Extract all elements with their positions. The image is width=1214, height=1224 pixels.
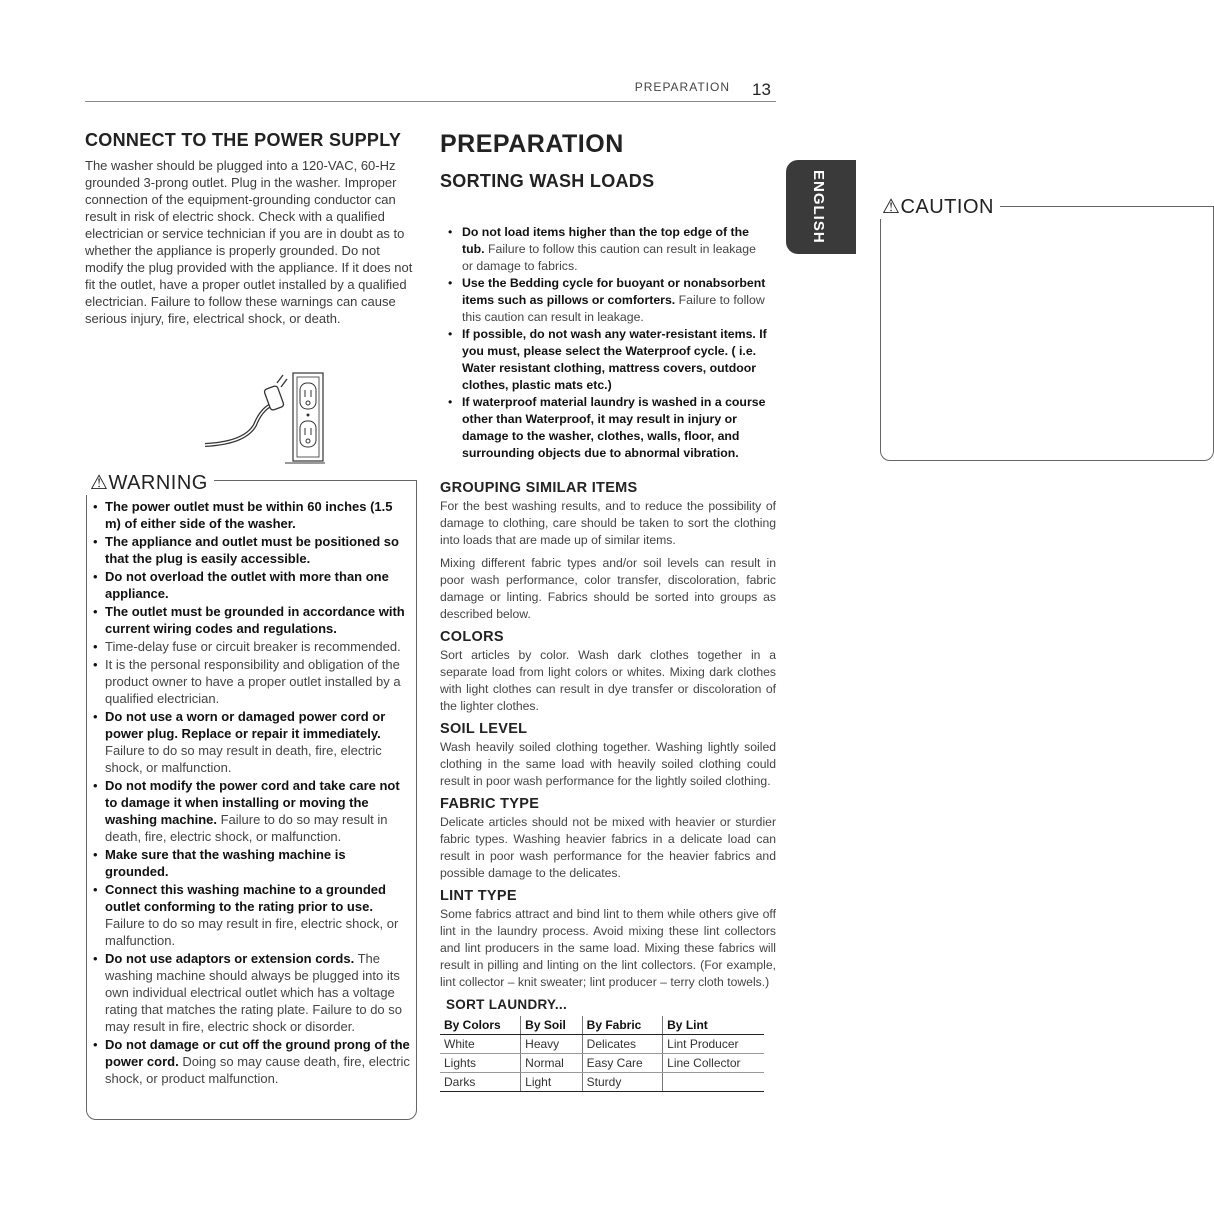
table-cell <box>663 1073 764 1092</box>
table-cell: Darks <box>440 1073 521 1092</box>
warning-item-text: It is the personal responsibility and obligation of the product owner to have a proper outlet installed by a qualified electrician. <box>105 657 401 706</box>
warning-item <box>93 638 411 655</box>
page-header-section: PREPARATION <box>634 80 730 94</box>
sorting-loads-title: SORTING WASH LOADS <box>440 171 655 191</box>
warning-item-bold: Make sure that the washing machine is grounded. <box>105 847 346 879</box>
colors-body: Sort articles by color. Wash dark clothes together in a separate load from light colors or whites. Mixing dark clothes with light clothes can result in dye transfer or discoloration of the lighter clothes. <box>440 648 776 713</box>
caution-item <box>448 275 768 326</box>
outlet-plug-illustration <box>185 365 325 465</box>
warning-item <box>93 777 411 845</box>
caution-item <box>448 394 768 462</box>
caution-item-bold: If possible, do not wash any water-resistant items. If you must, please select the Waterproof cycle. ( i.e. Water resistant clothing, mattress covers, outdoor clothes, plastic mats etc.) <box>462 327 767 392</box>
caution-box <box>880 206 1214 461</box>
sort-table-header: By Lint <box>663 1016 764 1035</box>
lint-title: LINT TYPE <box>440 888 517 904</box>
warning-item <box>93 533 411 567</box>
sorting-details <box>440 476 776 1092</box>
page-number: 13 <box>752 80 771 99</box>
caution-item-bold: If waterproof material laundry is washed in a course other than Waterproof, it may result in injury or damage to the washer, clothes, walls, floor, and surrounding objects due to abnormal vibration. <box>462 395 766 460</box>
soil-title: SOIL LEVEL <box>440 721 528 737</box>
caution-icon: ⚠ <box>882 196 901 218</box>
table-cell: Light <box>521 1073 582 1092</box>
warning-item-text: Failure to do so may result in death, fire, electric shock, or malfunction. <box>105 743 382 775</box>
sort-table-header: By Colors <box>440 1016 521 1035</box>
caution-item-bold: Do not load items higher than the top edge of the tub. <box>462 225 749 256</box>
warning-item-bold: The power outlet must be within 60 inches (1.5 m) of either side of the washer. <box>105 499 393 531</box>
language-tab-label: ENGLISH <box>810 170 827 244</box>
soil-body: Wash heavily soiled clothing together. Washing lightly soiled clothing in the same load with heavily soiled clothing could result in poor wash performance for the lightly soiled clothing. <box>440 740 776 788</box>
power-supply-title: CONNECT TO THE POWER SUPPLY <box>85 130 402 150</box>
table-row <box>440 1054 764 1073</box>
sort-table-title: SORT LAUNDRY... <box>446 997 568 1012</box>
table-cell: White <box>440 1035 521 1054</box>
caution-item <box>448 224 768 275</box>
caution-item-text: Failure to follow this caution can result in leakage. <box>462 293 765 324</box>
warning-item <box>93 708 411 776</box>
warning-item <box>93 656 411 707</box>
warning-item-bold: Do not modify the power cord and take care not to damage it when installing or moving the washing machine. <box>105 778 400 827</box>
colors-title: COLORS <box>440 629 504 645</box>
warning-item-text: Doing so may cause death, fire, electric shock, or product malfunction. <box>105 1054 410 1086</box>
warning-item-bold: Connect this washing machine to a grounded outlet conforming to the rating prior to use. <box>105 882 386 914</box>
warning-item <box>93 603 411 637</box>
caution-list <box>448 224 768 462</box>
sort-table-header-row <box>440 1016 764 1035</box>
grouping-p2: Mixing different fabric types and/or soil levels can result in poor wash performance, color transfer, discoloration, fabric damage or linting. Fabrics should be sorted into groups as described below. <box>440 556 776 621</box>
table-cell: Heavy <box>521 1035 582 1054</box>
warning-item-bold: Do not use a worn or damaged power cord or power plug. Replace or repair it immediately. <box>105 709 386 741</box>
warning-item-bold: Do not damage or cut off the ground prong of the power cord. <box>105 1037 410 1069</box>
warning-item-text: Time-delay fuse or circuit breaker is recommended. <box>105 639 401 654</box>
table-cell: Sturdy <box>582 1073 662 1092</box>
warning-item-text: Failure to do so may result in death, fire, electric shock, or malfunction. <box>105 812 388 844</box>
warning-item-text: The washing machine should always be plugged into its own individual electrical outlet which has a voltage rating that matches the rating plate. Failure to do so may result in fire, electric shock or disorder. <box>105 951 403 1034</box>
warning-item-bold: The outlet must be grounded in accordance with current wiring codes and regulations. <box>105 604 405 636</box>
table-cell: Lights <box>440 1054 521 1073</box>
caution-item <box>448 326 768 394</box>
sort-table <box>440 1016 764 1092</box>
caution-item-text: Failure to follow this caution can result in leakage or damage to fabrics. <box>462 242 756 273</box>
table-cell: Delicates <box>582 1035 662 1054</box>
fabric-body: Delicate articles should not be mixed with heavier or sturdier fabric types. Washing heavier fabrics in a delicate load can result in poor wash performance for the heavier fabrics and possible damage to the delicates. <box>440 815 776 880</box>
table-row <box>440 1035 764 1054</box>
table-cell: Line Collector <box>663 1054 764 1073</box>
table-row <box>440 1073 764 1092</box>
warning-icon: ⚠ <box>90 472 109 494</box>
preparation-title: PREPARATION <box>440 130 624 158</box>
warning-item <box>93 1036 411 1087</box>
language-tab[interactable] <box>786 160 856 254</box>
warning-list <box>93 498 411 1088</box>
warning-item-bold: Do not use adaptors or extension cords. <box>105 951 355 966</box>
table-cell: Lint Producer <box>663 1035 764 1054</box>
grouping-title: GROUPING SIMILAR ITEMS <box>440 480 638 496</box>
caution-title: CAUTION <box>900 196 994 218</box>
fabric-title: FABRIC TYPE <box>440 796 540 812</box>
warning-heading <box>86 470 214 495</box>
table-cell: Normal <box>521 1054 582 1073</box>
warning-item-text: Failure to do so may result in fire, electric shock, or malfunction. <box>105 916 399 948</box>
header-rule <box>85 101 776 102</box>
table-cell: Easy Care <box>582 1054 662 1073</box>
warning-item-bold: The appliance and outlet must be positioned so that the plug is easily accessible. <box>105 534 399 566</box>
lint-body: Some fabrics attract and bind lint to them while others give off lint in the laundry process. Avoid mixing these lint collectors and lint producers in the same load. Mixing these fabrics will result in pilling and linting on the lint collectors. (For example, lint collector – knit sweater; lint producer – terry cloth towels.) <box>440 907 776 989</box>
power-supply-body: The washer should be plugged into a 120-VAC, 60-Hz grounded 3-prong outlet. Plug in the washer. Improper connection of the equipment-grounding conductor can result in risk of electric shock. Check with a qualified electrician or service technician if you are in doubt as to whether the appliance is properly grounded. Do not modify the plug provided with the appliance. If it does not fit the outlet, have a proper outlet installed by a qualified electrician. Failure to follow these warnings can cause serious injury, fire, electrical shock, or death. <box>85 158 413 326</box>
warning-item <box>93 498 411 532</box>
warning-title: WARNING <box>108 472 208 494</box>
warning-item <box>93 950 411 1035</box>
power-supply-section <box>85 130 420 327</box>
sort-table-header: By Fabric <box>582 1016 662 1035</box>
warning-item <box>93 846 411 880</box>
warning-item <box>93 568 411 602</box>
warning-item-bold: Do not overload the outlet with more than one appliance. <box>105 569 389 601</box>
caution-item-bold: Use the Bedding cycle for buoyant or nonabsorbent items such as pillows or comforters. <box>462 276 766 307</box>
warning-item <box>93 881 411 949</box>
grouping-p1: For the best washing results, and to reduce the possibility of damage to clothing, care should be taken to sort the clothing into loads that are made up of similar items. <box>440 499 776 547</box>
sort-table-header: By Soil <box>521 1016 582 1035</box>
caution-heading <box>880 194 1000 219</box>
